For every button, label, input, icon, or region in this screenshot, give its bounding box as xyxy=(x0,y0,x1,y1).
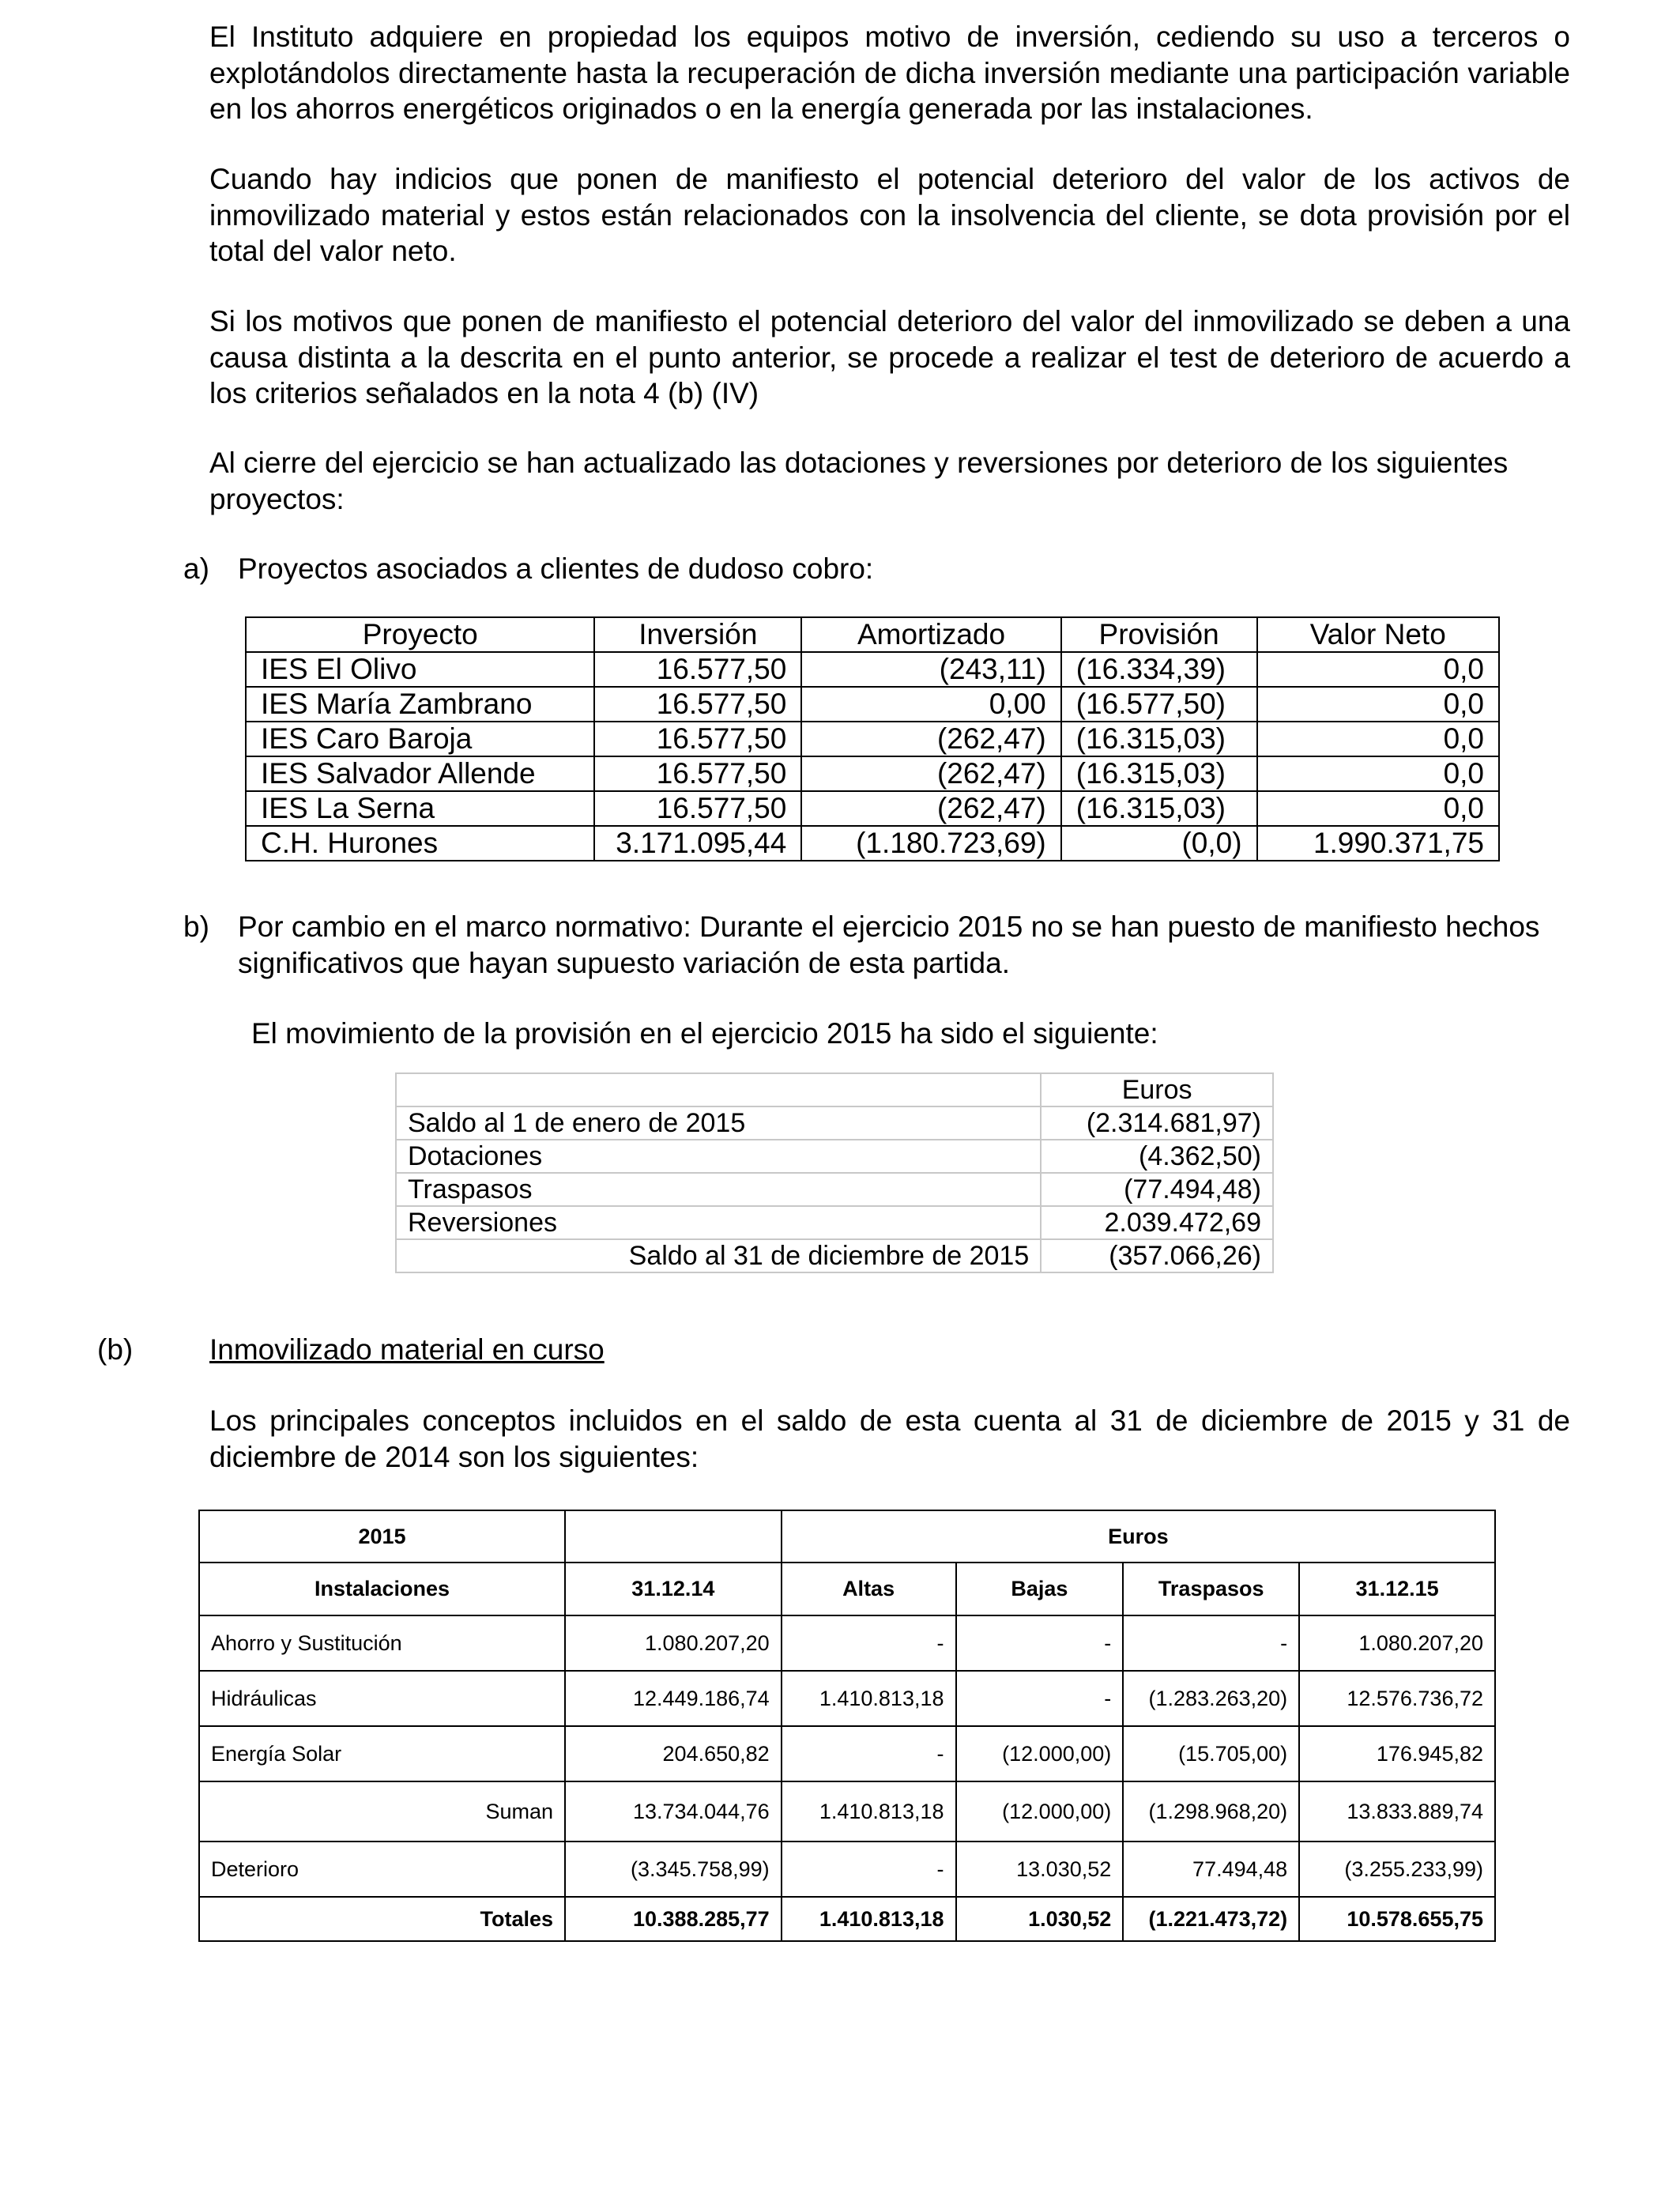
column-header: Bajas xyxy=(956,1563,1124,1615)
table-header-row xyxy=(246,617,1499,652)
table-row xyxy=(246,722,1499,756)
table-cell: 2015 xyxy=(199,1510,565,1563)
table-cell: (3.255.233,99) xyxy=(1299,1842,1495,1897)
table-cell: (12.000,00) xyxy=(956,1726,1124,1781)
table-cell: (0,0) xyxy=(1061,826,1257,861)
table-cell: (262,47) xyxy=(801,791,1060,826)
column-header: Traspasos xyxy=(1123,1563,1299,1615)
table-cell: - xyxy=(956,1615,1124,1671)
table-cell: 1.410.813,18 xyxy=(782,1781,956,1842)
table-cell: 204.650,82 xyxy=(565,1726,782,1781)
table-cell: Saldo al 31 de diciembre de 2015 xyxy=(396,1239,1041,1272)
paragraph-impairment-test: Si los motivos que ponen de manifiesto el potencial deterioro del valor del inmovilizado se deben a una causa distinta a la descrita en el punto anterior, se procede a realizar el test de deterioro de acuerdo a los criterios señalados en la nota 4 (b) (IV) xyxy=(209,305,1570,409)
table-cell: 16.577,50 xyxy=(594,652,801,687)
table-cell: 0,0 xyxy=(1257,791,1499,826)
table-subtotal-row xyxy=(199,1781,1495,1842)
table-header-row xyxy=(199,1510,1495,1563)
table-cell: 16.577,50 xyxy=(594,791,801,826)
table-cell: (262,47) xyxy=(801,756,1060,791)
table-cell: IES Salvador Allende xyxy=(246,756,594,791)
paragraph-investment: El Instituto adquiere en propiedad los equipos motivo de inversión, cediendo su uso a terceros o explotándolos directamente hasta la recuperación de dicha inversión mediante una participación variable en los ahorros energéticos originados o en la energía generada por las instalaciones. xyxy=(209,21,1570,125)
table-cell: 0,0 xyxy=(1257,756,1499,791)
table-cell: 1.410.813,18 xyxy=(782,1897,956,1941)
table-cell: 16.577,50 xyxy=(594,687,801,722)
table-cell: IES El Olivo xyxy=(246,652,594,687)
table-row xyxy=(246,687,1499,722)
column-header: Altas xyxy=(782,1563,956,1615)
table-cell: Saldo al 1 de enero de 2015 xyxy=(396,1106,1041,1140)
table-row xyxy=(199,1671,1495,1726)
table-cell: Energía Solar xyxy=(199,1726,565,1781)
table-row xyxy=(396,1173,1273,1206)
table-cell: Deterioro xyxy=(199,1842,565,1897)
table-cell: 13.734.044,76 xyxy=(565,1781,782,1842)
table-row xyxy=(246,826,1499,861)
assets-in-progress-table xyxy=(198,1510,1496,1942)
table-row xyxy=(199,1726,1495,1781)
table-cell: (12.000,00) xyxy=(956,1781,1124,1842)
list-marker-a: a) xyxy=(183,552,209,585)
table-cell: IES La Serna xyxy=(246,791,594,826)
table-cell: (243,11) xyxy=(801,652,1060,687)
section-marker: (b) xyxy=(97,1333,134,1366)
table-cell: 16.577,50 xyxy=(594,722,801,756)
table-cell xyxy=(396,1073,1041,1106)
table-row xyxy=(246,791,1499,826)
table-cell: 1.080.207,20 xyxy=(1299,1615,1495,1671)
table-cell: Suman xyxy=(199,1781,565,1842)
table-cell: (1.221.473,72) xyxy=(1123,1897,1299,1941)
column-header: Euros xyxy=(1041,1073,1273,1106)
table-cell: 13.030,52 xyxy=(956,1842,1124,1897)
table-total-row xyxy=(199,1897,1495,1941)
table-cell: IES Caro Baroja xyxy=(246,722,594,756)
table-cell: (15.705,00) xyxy=(1123,1726,1299,1781)
table-cell: 12.449.186,74 xyxy=(565,1671,782,1726)
table-cell: 0,0 xyxy=(1257,722,1499,756)
doubtful-projects-table xyxy=(245,616,1500,861)
table-row xyxy=(246,652,1499,687)
table-row xyxy=(396,1206,1273,1239)
table-cell: (77.494,48) xyxy=(1041,1173,1273,1206)
table-cell: Totales xyxy=(199,1897,565,1941)
movement-intro: El movimiento de la provisión en el ejercicio 2015 ha sido el siguiente: xyxy=(251,1017,1158,1050)
table-cell: 10.388.285,77 xyxy=(565,1897,782,1941)
table-cell: 1.990.371,75 xyxy=(1257,826,1499,861)
section-intro: Los principales conceptos incluidos en el saldo de esta cuenta al 31 de diciembre de 2015 y 31 de diciembre de 2014 son los siguientes: xyxy=(209,1404,1570,1473)
table-cell: (16.577,50) xyxy=(1061,687,1257,722)
table-cell: Ahorro y Sustitución xyxy=(199,1615,565,1671)
table-cell: 77.494,48 xyxy=(1123,1842,1299,1897)
table-cell xyxy=(565,1510,782,1563)
table-cell: (2.314.681,97) xyxy=(1041,1106,1273,1140)
table-row xyxy=(199,1615,1495,1671)
table-cell: - xyxy=(782,1842,956,1897)
table-row xyxy=(199,1842,1495,1897)
table-cell: 1.030,52 xyxy=(956,1897,1124,1941)
table-cell: - xyxy=(956,1671,1124,1726)
column-header: 31.12.15 xyxy=(1299,1563,1495,1615)
table-cell: (262,47) xyxy=(801,722,1060,756)
table-cell: C.H. Hurones xyxy=(246,826,594,861)
table-cell: (16.334,39) xyxy=(1061,652,1257,687)
table-cell: (1.298.968,20) xyxy=(1123,1781,1299,1842)
table-cell: (16.315,03) xyxy=(1061,791,1257,826)
paragraph-impairment-insolvency: Cuando hay indicios que ponen de manifiesto el potencial deterioro del valor de los activos de inmovilizado material y estos están relacionados con la insolvencia del cliente, se dota provisión por el total del valor neto. xyxy=(209,163,1570,267)
table-cell: (3.345.758,99) xyxy=(565,1842,782,1897)
table-cell: 0,0 xyxy=(1257,687,1499,722)
table-cell: (1.283.263,20) xyxy=(1123,1671,1299,1726)
column-header: Instalaciones xyxy=(199,1563,565,1615)
table-header-row xyxy=(199,1563,1495,1615)
table-cell: Reversiones xyxy=(396,1206,1041,1239)
table-row xyxy=(246,756,1499,791)
column-header: Proyecto xyxy=(246,617,594,652)
list-text-b: Por cambio en el marco normativo: Durante el ejercicio 2015 no se han puesto de manifiesto hechos significativos que hayan supuesto variación de esta partida. xyxy=(238,910,1540,979)
table-total-row xyxy=(396,1239,1273,1272)
table-cell: 1.410.813,18 xyxy=(782,1671,956,1726)
section-title: Inmovilizado material en curso xyxy=(209,1333,605,1366)
column-header: Provisión xyxy=(1061,617,1257,652)
table-row xyxy=(396,1140,1273,1173)
table-cell: - xyxy=(782,1726,956,1781)
table-cell: 176.945,82 xyxy=(1299,1726,1495,1781)
column-header: Inversión xyxy=(594,617,801,652)
column-header: 31.12.14 xyxy=(565,1563,782,1615)
table-cell: Hidráulicas xyxy=(199,1671,565,1726)
provision-movement-table xyxy=(395,1072,1274,1273)
table-cell: 0,00 xyxy=(801,687,1060,722)
table-cell: 2.039.472,69 xyxy=(1041,1206,1273,1239)
table-cell: (357.066,26) xyxy=(1041,1239,1273,1272)
list-marker-b: b) xyxy=(183,910,209,943)
table-cell: - xyxy=(782,1615,956,1671)
table-cell: 10.578.655,75 xyxy=(1299,1897,1495,1941)
column-header: Valor Neto xyxy=(1257,617,1499,652)
table-cell: 13.833.889,74 xyxy=(1299,1781,1495,1842)
column-header: Amortizado xyxy=(801,617,1060,652)
table-header-row xyxy=(396,1073,1273,1106)
list-text-a: Proyectos asociados a clientes de dudoso cobro: xyxy=(238,552,874,585)
table-cell: 0,0 xyxy=(1257,652,1499,687)
table-cell: Traspasos xyxy=(396,1173,1041,1206)
table-row xyxy=(396,1106,1273,1140)
table-cell: - xyxy=(1123,1615,1299,1671)
table-cell: 3.171.095,44 xyxy=(594,826,801,861)
column-header: Euros xyxy=(782,1510,1495,1563)
table-cell: Dotaciones xyxy=(396,1140,1041,1173)
table-cell: IES María Zambrano xyxy=(246,687,594,722)
table-cell: (16.315,03) xyxy=(1061,722,1257,756)
table-cell: (4.362,50) xyxy=(1041,1140,1273,1173)
paragraph-year-end: Al cierre del ejercicio se han actualizado las dotaciones y reversiones por deterioro de los siguientes proyectos: xyxy=(209,447,1509,515)
table-cell: (1.180.723,69) xyxy=(801,826,1060,861)
table-cell: 16.577,50 xyxy=(594,756,801,791)
table-cell: (16.315,03) xyxy=(1061,756,1257,791)
table-cell: 12.576.736,72 xyxy=(1299,1671,1495,1726)
table-cell: 1.080.207,20 xyxy=(565,1615,782,1671)
